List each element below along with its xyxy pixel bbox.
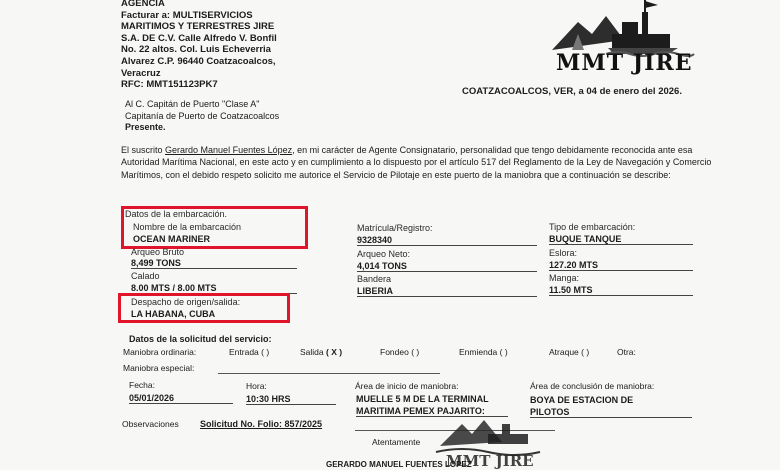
gross-value: 8,499 TONS	[131, 258, 297, 269]
svg-text:MMT JIRE: MMT JIRE	[446, 452, 534, 470]
end-label: Área de conclusión de maniobra:	[530, 381, 655, 391]
start-value-2: MARITIMA PEMEX PAJARITO:	[356, 406, 508, 417]
service-section-title: Datos de la solicitud del servicio:	[129, 334, 272, 344]
header-line: AGENCIA	[121, 0, 165, 9]
date-label: Fecha:	[129, 380, 155, 390]
gross-label: Arqueo Bruto	[131, 247, 185, 257]
origin-value: LA HABANA, CUBA	[131, 309, 216, 319]
registry-label: Matrícula/Registro:	[357, 223, 433, 233]
header-line: Veracruz	[121, 67, 161, 79]
end-value-2: PILOTOS	[530, 407, 692, 418]
highlight-box-vessel	[121, 206, 308, 249]
option-fondeo: Fondeo ( )	[380, 347, 420, 357]
date-value: 05/01/2026	[129, 393, 233, 404]
option-salida: Salida ( X )	[300, 347, 343, 357]
beam-label: Manga:	[549, 273, 580, 283]
vessel-section-title: Datos de la embarcación.	[125, 209, 228, 219]
header-line: MARITIMOS Y TERRESTRES JIRE	[121, 21, 275, 33]
net-label: Arqueo Neto:	[357, 249, 411, 259]
intro-text: El suscrito	[121, 145, 163, 155]
length-value: 127.20 MTS	[549, 260, 693, 271]
body-paragraph	[121, 144, 721, 181]
type-value: BUQUE TANQUE	[549, 234, 693, 245]
addressee	[125, 99, 279, 134]
vessel-name-label: Nombre de la embarcación	[133, 222, 242, 232]
flag-value: LIBERIA	[357, 286, 537, 297]
date-line: COATZACOALCOS, VER, a 04 de enero del 2026.	[462, 86, 682, 97]
draft-value: 8.00 MTS / 8.00 MTS	[131, 283, 297, 294]
agent-name: Gerardo Manuel Fuentes López	[165, 145, 293, 155]
agency-header	[121, 0, 277, 91]
option-atraque: Atraque ( )	[549, 347, 590, 357]
header-line: Facturar a: MULTISERVICIOS	[121, 9, 253, 21]
start-value-1: MUELLE 5 M DE LA TERMINAL	[356, 394, 489, 404]
header-line: S.A. DE C.V. Calle Alfredo V. Bonfil	[121, 32, 277, 44]
time-label: Hora:	[246, 381, 267, 391]
header-line: Alvarez C.P. 96440 Coatzacoalcos,	[121, 55, 276, 67]
header-line: No. 22 altos. Col. Luis Echeverria	[121, 44, 271, 56]
observations-value: Solicitud No. Folio: 857/2025	[200, 419, 323, 429]
brand-name: MMT JIRE	[556, 50, 693, 76]
start-label: Área de inicio de maniobra:	[355, 381, 459, 391]
registry-value: 9328340	[357, 235, 537, 246]
other-label: Otra:	[617, 347, 636, 357]
header-line: RFC: MMT151123PK7	[121, 79, 218, 91]
net-value: 4,014 TONS	[357, 261, 537, 272]
body-text: , en mi carácter de Agente Consignatario, personalidad que tengo debidamente reconocida ante esa Autoridad Marítima Nacional, en este acto y en cumplimiento a lo dispuesto por el artículo 517 del Reglamento de la Ley de Navegación y Comercio Marítimos, con el debido respeto solicito me autorice el Servicio de Pilotaje en este puerto de la maniobra que a continuación se describe:	[121, 145, 712, 180]
addressee-line: Capitanía de Puerto de Coatzacoalcos	[125, 110, 280, 121]
signer-name: GERARDO MANUEL FUENTES LOPEZ	[326, 460, 472, 469]
time-value: 10:30 HRS	[246, 394, 336, 405]
flag-label: Bandera	[357, 274, 392, 284]
highlight-box-origin	[118, 293, 290, 323]
beam-value: 11.50 MTS	[549, 285, 693, 296]
observations-label: Observaciones	[122, 419, 179, 429]
special-line	[218, 373, 440, 374]
vessel-name-value: OCEAN MARINER	[133, 234, 211, 244]
origin-label: Despacho de origen/salida:	[131, 297, 241, 307]
addressee-line: Al C. Capitán de Puerto "Clase A"	[125, 99, 260, 109]
option-enmienda: Enmienda ( )	[459, 347, 508, 357]
closing-text: Atentamente	[372, 437, 421, 447]
type-label: Tipo de embarcación:	[549, 222, 636, 232]
draft-label: Calado	[131, 271, 160, 281]
option-entrada: Entrada ( )	[229, 347, 270, 357]
ordinary-label: Maniobra ordinaria:	[123, 347, 197, 357]
special-label: Maniobra especial:	[123, 363, 195, 373]
end-value-1: BOYA DE ESTACION DE	[530, 395, 634, 405]
addressee-line: Presente.	[125, 122, 166, 132]
length-label: Eslora:	[549, 248, 578, 258]
